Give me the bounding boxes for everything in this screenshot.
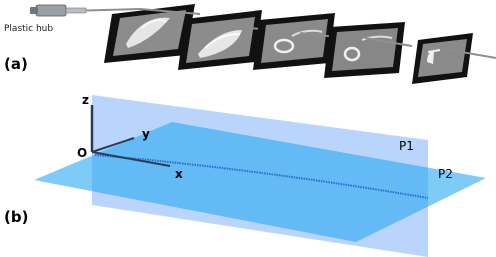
- x-axis-label: x: [175, 167, 183, 181]
- panel-b: [4, 93, 486, 257]
- plane-p2-label: P2: [438, 167, 453, 181]
- ultrasound-frame-2: [178, 10, 262, 70]
- panel-b-label: (b): [4, 208, 29, 226]
- ultrasound-frame-4: [324, 22, 405, 78]
- z-axis-label: z: [82, 93, 89, 107]
- origin-label: O: [77, 146, 88, 160]
- ultrasound-frame-3: [253, 13, 335, 70]
- y-axis-label: y: [142, 127, 150, 141]
- ultrasound-frame-5: [412, 33, 473, 84]
- panel-a: [4, 4, 496, 84]
- plane-p1-label: P1: [399, 139, 414, 153]
- panel-a-label: (a): [4, 55, 28, 73]
- plastic-hub-callout: Plastic hub: [4, 24, 54, 34]
